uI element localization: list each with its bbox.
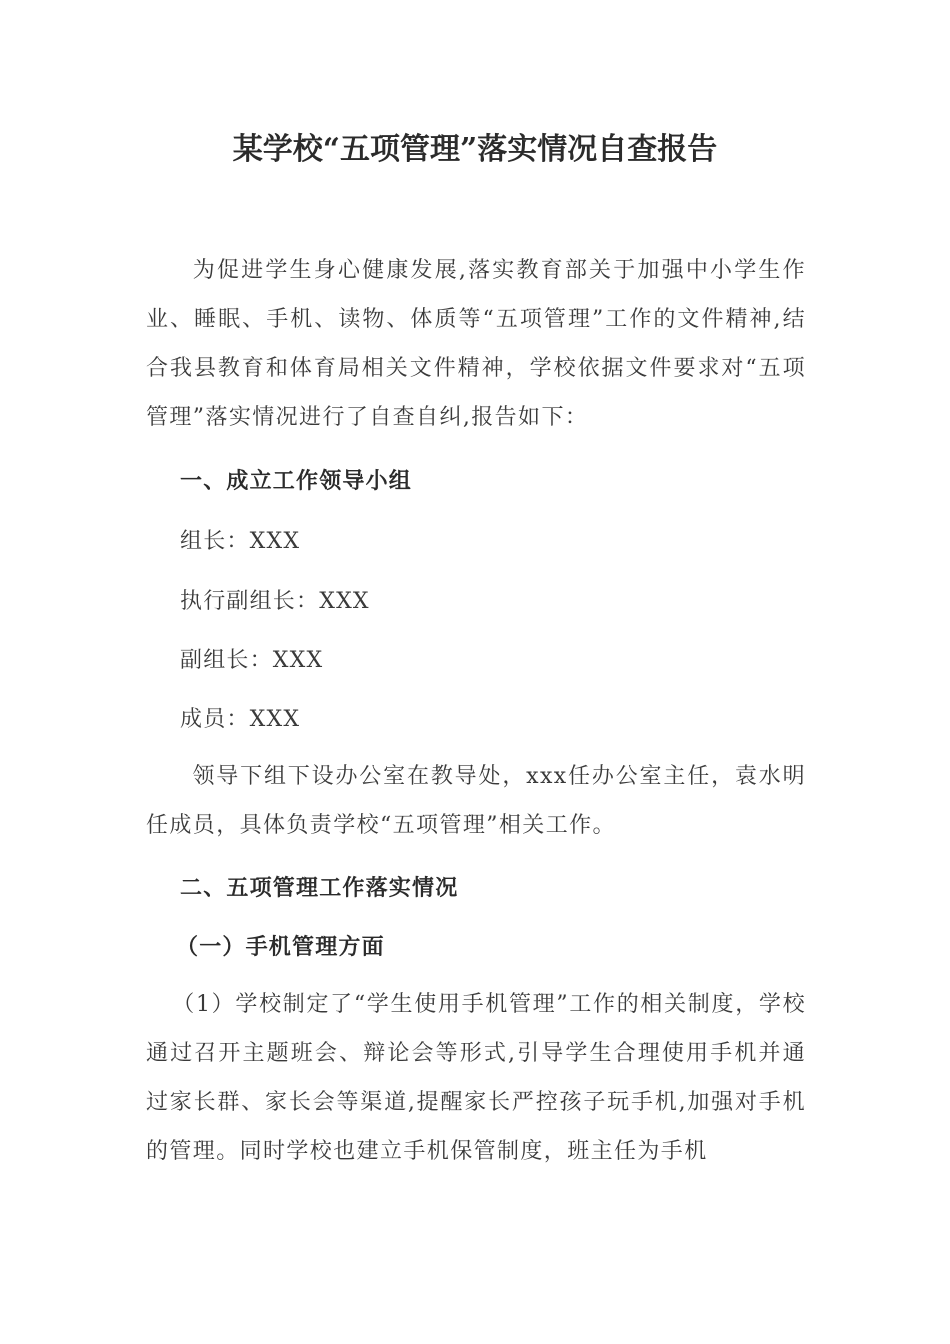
office-paragraph — [146, 752, 806, 850]
document-title: 某学校“五项管理”落实情况自查报告 — [232, 132, 718, 167]
section2-heading: 二、五项管理工作落实情况 — [180, 875, 459, 901]
subsection1-heading: （一）手机管理方面 — [176, 934, 385, 960]
section1-heading: 一、成立工作领导小组 — [180, 468, 413, 494]
phone-text: （1）学校制定了“学生使用手机管理”工作的相关制度，学校通过召开主题班会、辩论会等形式,引导学生合理使用手机并通过家长群、家长会等渠道,提醒家长严控孩子玩手机,加强对手机的管理。同时学校也建立手机保管制度，班主任为手机 — [146, 992, 806, 1164]
leader-line: 组长：XXX — [180, 529, 301, 554]
intro-paragraph — [146, 246, 806, 442]
office-text: 领导下组下设办公室在教导处，xxx任办公室主任，袁水明任成员，具体负责学校“五项管理”相关工作。 — [146, 764, 806, 838]
deputy-line: 副组长：XXX — [180, 648, 324, 673]
exec-deputy-line: 执行副组长：XXX — [180, 589, 370, 614]
intro-text: 为促进学生身心健康发展,落实教育部关于加强中小学生作业、睡眠、手机、读物、体质等“五项管理”工作的文件精神,结合我县教育和体育局相关文件精神，学校依据文件要求对“五项管理”落实情况进行了自查自纠,报告如下： — [146, 258, 806, 430]
members-line: 成员：XXX — [180, 707, 301, 732]
phone-paragraph — [146, 980, 806, 1176]
